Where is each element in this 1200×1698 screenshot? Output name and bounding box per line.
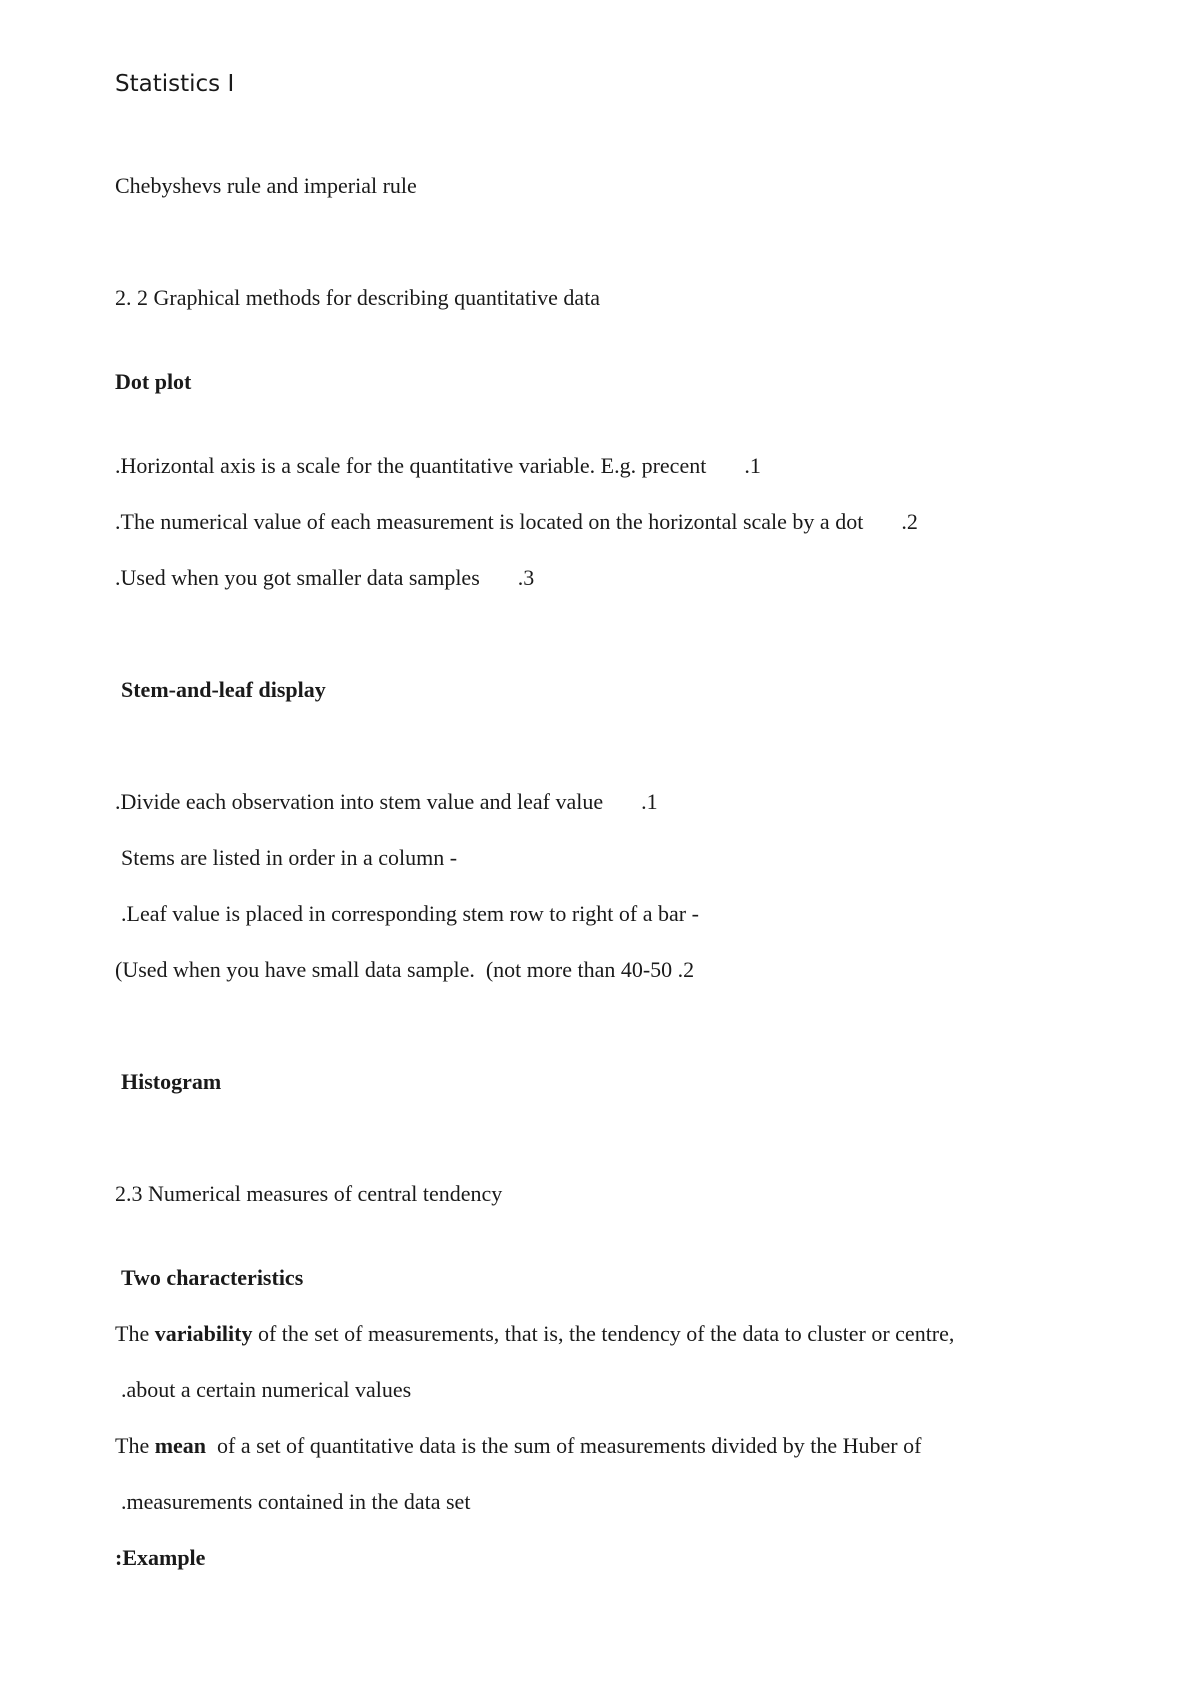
histogram-heading: Histogram	[121, 1069, 222, 1094]
dot-plot-item-2-text: .The numerical value of each measurement is located on the horizontal scale by a dot	[115, 509, 864, 534]
mean-post: of a set of quantitative data is the sum of measurements divided by the Huber of	[206, 1433, 922, 1458]
stem-leaf-item-1-number: .1	[641, 789, 658, 814]
stem-leaf-item-1-text: .Divide each observation into stem value and leaf value	[115, 789, 604, 814]
example-heading: :Example	[115, 1545, 206, 1570]
variability-paragraph	[115, 1321, 954, 1347]
dot-plot-item-3	[115, 565, 534, 591]
variability-continuation: .about a certain numerical values	[121, 1377, 412, 1402]
dot-plot-item-3-text: .Used when you got smaller data samples	[115, 565, 480, 590]
section-2-3-heading: 2.3 Numerical measures of central tendency	[115, 1181, 503, 1206]
variability-post: of the set of measurements, that is, the tendency of the data to cluster or centre,	[252, 1321, 955, 1346]
dot-plot-heading: Dot plot	[115, 369, 192, 394]
dot-plot-item-2	[115, 509, 918, 535]
mean-pre: The	[115, 1433, 155, 1458]
variability-pre: The	[115, 1321, 155, 1346]
stem-leaf-item-1	[115, 789, 658, 815]
dot-plot-item-1-text: .Horizontal axis is a scale for the quantitative variable. E.g. precent	[115, 453, 707, 478]
document-title: Statistics I	[115, 71, 235, 97]
document-subtitle: Chebyshevs rule and imperial rule	[115, 173, 417, 198]
two-characteristics-heading: Two characteristics	[121, 1265, 304, 1290]
stem-leaf-sub-2: .Leaf value is placed in corresponding stem row to right of a bar -	[121, 901, 699, 926]
dot-plot-item-1	[115, 453, 761, 479]
variability-term: variability	[154, 1321, 253, 1346]
dot-plot-item-2-number: .2	[901, 509, 918, 534]
dot-plot-item-1-number: .1	[744, 453, 761, 478]
stem-leaf-heading: Stem-and-leaf display	[121, 677, 326, 702]
stem-leaf-item-2: (Used when you have small data sample. (not more than 40-50 .2	[115, 957, 695, 982]
mean-continuation: .measurements contained in the data set	[121, 1489, 471, 1514]
section-2-2-heading: 2. 2 Graphical methods for describing quantitative data	[115, 285, 601, 310]
dot-plot-item-3-number: .3	[517, 565, 535, 590]
mean-paragraph	[115, 1433, 921, 1459]
stem-leaf-sub-1: Stems are listed in order in a column -	[121, 845, 458, 870]
mean-term: mean	[154, 1433, 207, 1458]
